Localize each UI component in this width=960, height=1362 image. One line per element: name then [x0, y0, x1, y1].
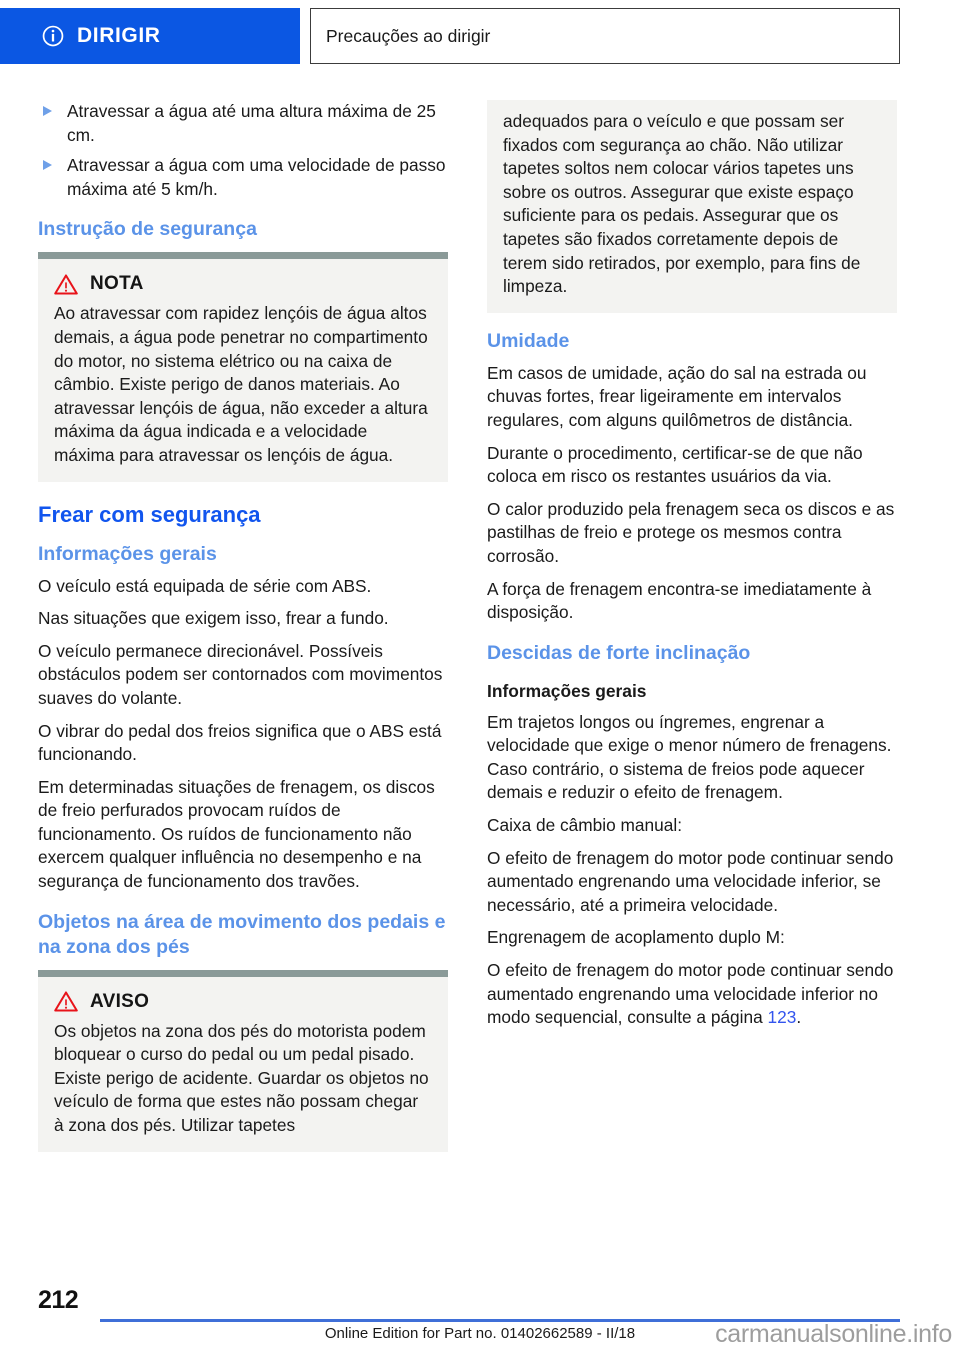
callout-text: Ao atravessar com rapidez lençóis de água altos demais, a água pode penetrar no compartimento do motor, no sistema elétrico ou na caixa de câmbio. Existe perigo de danos materiais. Ao atravessar lençóis de água, não exceder a altura máxima da água indicada e a velocidade máxima para atravessar os lençóis de água.: [54, 303, 428, 465]
aviso-callout-continuation: [487, 100, 897, 313]
left-column: [38, 100, 448, 1156]
watermark-text: carmanualsonline.info: [715, 1320, 952, 1348]
paragraph: Caixa de câmbio manual:: [487, 815, 682, 836]
right-column: [487, 100, 897, 1039]
list-item: [38, 100, 448, 147]
heading-objetos-area-pedais: Objetos na área de movimento dos pedais e na zona dos pés: [38, 910, 446, 958]
heading-umidade: Umidade: [487, 329, 570, 352]
footer-edition-text: Online Edition for Part no. 01402662589 - II/18: [324, 1325, 636, 1342]
callout-top-bar: [38, 252, 448, 259]
callout-text: adequados para o veículo e que possam ser fixados com segurança ao chão. Não utilizar tapetes soltos nem colocar vários tapetes uns sobre os outros. Assegurar que existe espaço suficiente para os pedais. Assegurar que os tapetes são fixados corretamente depois de terem sido retirados, por exemplo, para fins de limpeza.: [503, 111, 861, 297]
list-item: [38, 154, 448, 201]
paragraph-text-tail: .: [796, 1007, 802, 1028]
heading-instrucao-de-seguranca: Instrução de segurança: [38, 218, 257, 241]
triangle-bullet-icon: [43, 106, 52, 116]
heading-informacoes-gerais-left: Informações gerais: [38, 542, 217, 565]
page-reference-link[interactable]: 123: [767, 1007, 797, 1028]
callout-text: Os objetos na zona dos pés do motorista podem bloquear o curso do pedal ou um pedal pisado. Existe perigo de acidente. Guardar os objetos no veículo de forma que estes não possam chegar à zona dos pés. Utilizar tapetes: [54, 1020, 429, 1136]
warning-triangle-icon: [54, 274, 78, 295]
paragraph: O veículo está equipada de série com ABS.: [38, 575, 372, 596]
paragraph: Em trajetos longos ou íngremes, engrenar a velocidade que exige o menor número de frenagens. Caso contrário, o sistema de freios pode aquecer demais e reduzir o efeito de frenagem.: [487, 711, 892, 803]
heading-frear-com-seguranca: Frear com segurança: [38, 501, 261, 527]
nota-callout-box: [38, 252, 448, 481]
paragraph: Nas situações que exigem isso, frear a fundo.: [38, 608, 389, 629]
warning-triangle-icon: [54, 991, 78, 1012]
callout-title: AVISO: [90, 990, 150, 1012]
paragraph: O efeito de frenagem do motor pode continuar sendo aumentado engrenando uma velocidade inferior, se necessário, até a primeira velocidade.: [487, 847, 894, 915]
list-item-text: Atravessar a água com uma velocidade de passo máxima até 5 km/h.: [67, 155, 446, 199]
paragraph-with-page-reference: [487, 959, 897, 1030]
callout-top-bar: [38, 970, 448, 977]
info-circle-icon: [42, 25, 64, 47]
chapter-tab-dirigir[interactable]: [0, 8, 300, 64]
triangle-bullet-icon: [43, 160, 52, 170]
callout-title-row: [54, 991, 432, 1013]
paragraph: Engrenagem de acoplamento duplo M:: [487, 927, 785, 948]
heading-descidas-forte-inclinacao: Descidas de forte inclinação: [487, 641, 751, 664]
page-footer: [0, 1270, 960, 1362]
list-item-text: Atravessar a água até uma altura máxima de 25 cm.: [67, 101, 436, 145]
callout-title: NOTA: [90, 273, 144, 295]
paragraph: O vibrar do pedal dos freios significa que o ABS está funcionando.: [38, 720, 442, 765]
chapter-tab-label: DIRIGIR: [77, 24, 161, 47]
instruction-bullet-list: [38, 100, 448, 201]
callout-title-row: [54, 273, 432, 295]
callout-body: [38, 259, 448, 481]
page-header: [0, 8, 960, 64]
aviso-callout-box: [38, 970, 448, 1152]
paragraph: A força de frenagem encontra-se imediatamente à disposição.: [487, 578, 872, 623]
breadcrumb[interactable]: [310, 8, 900, 64]
paragraph: Durante o procedimento, certificar-se de que não coloca em risco os restantes usuários da via.: [487, 442, 863, 487]
callout-body: [38, 977, 448, 1152]
page-number: 212: [38, 1286, 79, 1314]
heading-informacoes-gerais-right: Informações gerais: [487, 680, 647, 701]
paragraph: Em casos de umidade, ação do sal na estrada ou chuvas fortes, frear ligeiramente em intervalos regulares, com alguns quilômetros de distância.: [487, 362, 867, 430]
callout-body: [487, 100, 897, 313]
paragraph: Em determinadas situações de frenagem, os discos de freio perfurados provocam ruídos de funcionamento. Os ruídos de funcionamento não exercem qualquer influência no desempenho e na segurança de funcionamento dos travões.: [38, 776, 435, 892]
paragraph: O calor produzido pela frenagem seca os discos e as pastilhas de freio e protege os mesmos contra corrosão.: [487, 498, 895, 566]
paragraph-text: O efeito de frenagem do motor pode continuar sendo aumentado engrenando uma velocidade inferior no modo sequencial, consulte a página: [487, 960, 894, 1028]
paragraph: O veículo permanece direcionável. Possíveis obstáculos podem ser contornados com movimentos suaves do volante.: [38, 640, 443, 708]
breadcrumb-label: Precauções ao dirigir: [326, 25, 491, 46]
